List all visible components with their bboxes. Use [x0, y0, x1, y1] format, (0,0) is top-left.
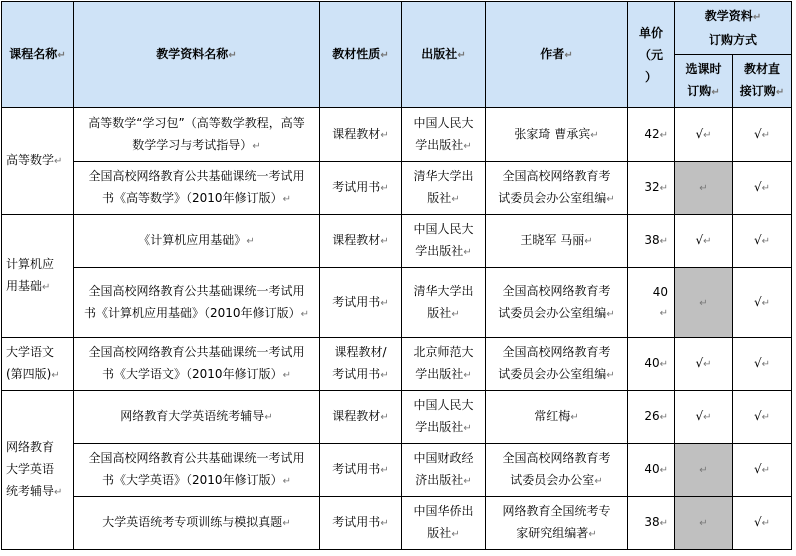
material-name-cell: 高等数学“学习包”（高等数学教程，高等 数学学习与考试指导）↵: [74, 108, 320, 162]
course-cell: 网络教育 大学英语 统考辅导↵: [2, 391, 74, 550]
table-row: [2, 162, 792, 215]
price-cell: 32↵: [628, 162, 675, 215]
material-name-cell: 大学英语统考专项训练与模拟真题↵: [74, 497, 320, 550]
material-type-cell: 考试用书↵: [320, 444, 402, 497]
check-icon: √: [753, 515, 762, 529]
author-cell: 网络教育全国统考专 家研究组编著↵: [486, 497, 628, 550]
header-order-with-course: 选课时 订购↵: [675, 55, 733, 108]
publisher-cell: 清华大学出 版社↵: [402, 268, 486, 338]
order-with-course-cell: √↵: [675, 108, 733, 162]
check-icon: √: [695, 409, 704, 423]
publisher-cell: 中国人民大 学出版社↵: [402, 108, 486, 162]
course-cell: 计算机应 用基础↵: [2, 215, 74, 338]
table-row: [2, 108, 792, 162]
order-with-course-cell: √↵: [675, 215, 733, 268]
publisher-cell: 清华大学出 版社↵: [402, 162, 486, 215]
author-cell: 全国高校网络教育考 试委员会办公室↵: [486, 444, 628, 497]
table-row: [2, 444, 792, 497]
header-course: 课程名称↵: [2, 2, 74, 108]
header-material-name: 教学资料名称↵: [74, 2, 320, 108]
materials-table: [1, 1, 792, 550]
header-material-type: 教材性质↵: [320, 2, 402, 108]
publisher-cell: 中国华侨出 版社↵: [402, 497, 486, 550]
author-cell: 全国高校网络教育考 试委员会办公室组编↵: [486, 338, 628, 391]
price-cell: 40 ↵: [628, 268, 675, 338]
order-with-course-cell: ↵: [675, 497, 733, 550]
order-direct-cell: √↵: [733, 108, 792, 162]
check-icon: √: [753, 409, 762, 423]
price-cell: 40↵: [628, 444, 675, 497]
header-publisher: 出版社↵: [402, 2, 486, 108]
course-cell: 高等数学↵: [2, 108, 74, 215]
material-type-cell: 考试用书↵: [320, 497, 402, 550]
material-type-cell: 考试用书↵: [320, 162, 402, 215]
order-with-course-cell: √↵: [675, 391, 733, 444]
check-icon: √: [695, 126, 704, 141]
table-row: [2, 215, 792, 268]
material-name-cell: 网络教育大学英语统考辅导↵: [74, 391, 320, 444]
material-name-cell: 全国高校网络教育公共基础课统一考试用 书《计算机应用基础》（2010年修订版）↵: [74, 268, 320, 338]
material-name-cell: 全国高校网络教育公共基础课统一考试用 书《高等数学》（2010年修订版）↵: [74, 162, 320, 215]
publisher-cell: 北京师范大 学出版社↵: [402, 338, 486, 391]
author-cell: 常红梅↵: [486, 391, 628, 444]
author-cell: 王晓军 马丽↵: [486, 215, 628, 268]
material-type-cell: 课程教材↵: [320, 215, 402, 268]
publisher-cell: 中国财政经 济出版社↵: [402, 444, 486, 497]
price-cell: 38↵: [628, 215, 675, 268]
order-with-course-cell: √↵: [675, 338, 733, 391]
check-icon: √: [753, 462, 762, 476]
material-name-cell: 《计算机应用基础》↵: [74, 215, 320, 268]
order-direct-cell: √↵: [733, 162, 792, 215]
table-row: [2, 338, 792, 391]
order-with-course-cell: ↵: [675, 444, 733, 497]
check-icon: √: [753, 180, 762, 194]
order-direct-cell: √↵: [733, 444, 792, 497]
check-icon: √: [753, 294, 762, 309]
order-direct-cell: √↵: [733, 268, 792, 338]
order-with-course-cell: ↵: [675, 162, 733, 215]
material-type-cell: 课程教材↵: [320, 391, 402, 444]
material-type-cell: 课程教材↵: [320, 108, 402, 162]
order-direct-cell: √↵: [733, 497, 792, 550]
price-cell: 26↵: [628, 391, 675, 444]
author-cell: 全国高校网络教育考 试委员会办公室组编↵: [486, 162, 628, 215]
publisher-cell: 中国人民大 学出版社↵: [402, 215, 486, 268]
check-icon: √: [753, 126, 762, 141]
price-cell: 42↵: [628, 108, 675, 162]
check-icon: √: [695, 356, 704, 370]
author-cell: 全国高校网络教育考 试委员会办公室组编↵: [486, 268, 628, 338]
header-order-direct: 教材直 接订购↵: [733, 55, 792, 108]
check-icon: √: [753, 356, 762, 370]
header-order-method: 教学资料↵ 订购方式: [675, 2, 792, 55]
table-row: [2, 268, 792, 338]
price-cell: 38↵: [628, 497, 675, 550]
check-icon: √: [695, 233, 704, 247]
order-direct-cell: √↵: [733, 215, 792, 268]
table-row: [2, 497, 792, 550]
header-author: 作者↵: [486, 2, 628, 108]
material-name-cell: 全国高校网络教育公共基础课统一考试用 书《大学语文》（2010年修订版）↵: [74, 338, 320, 391]
material-name-cell: 全国高校网络教育公共基础课统一考试用 书《大学英语》（2010年修订版）↵: [74, 444, 320, 497]
table-row: [2, 391, 792, 444]
order-with-course-cell: ↵: [675, 268, 733, 338]
header-price: 单价 （元 ）: [628, 2, 675, 108]
author-cell: 张家琦 曹承宾↵: [486, 108, 628, 162]
publisher-cell: 中国人民大 学出版社↵: [402, 391, 486, 444]
order-direct-cell: √↵: [733, 391, 792, 444]
price-cell: 40↵: [628, 338, 675, 391]
order-direct-cell: √↵: [733, 338, 792, 391]
check-icon: √: [753, 233, 762, 247]
material-type-cell: 考试用书↵: [320, 268, 402, 338]
course-cell: 大学语文 (第四版)↵: [2, 338, 74, 391]
material-type-cell: 课程教材/ 考试用书↵: [320, 338, 402, 391]
